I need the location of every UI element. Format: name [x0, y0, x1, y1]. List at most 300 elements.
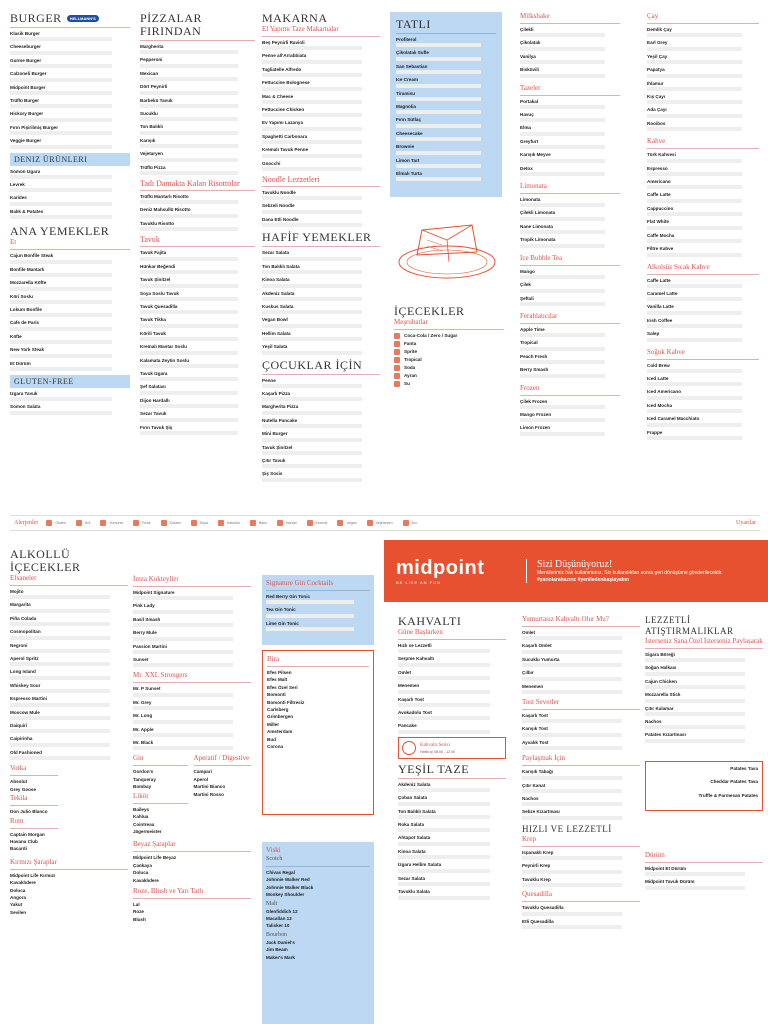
menu-item-desc: [647, 369, 742, 373]
menu-item-desc: [140, 144, 238, 148]
menu-item: [133, 630, 251, 640]
menu-item-name: Levrek: [10, 182, 25, 188]
menu-item: [10, 44, 130, 54]
menu-item: [396, 64, 496, 74]
menu-item-name: Kinoa Salata: [398, 848, 426, 854]
paylasmak-title: Paylaşmak İçin: [522, 754, 565, 763]
menu-item-desc: [10, 327, 112, 331]
menu-item-name: Çilekli: [520, 27, 534, 32]
menu-item-name: Dana Etli Noodle: [262, 216, 299, 222]
menu-item: [267, 670, 369, 675]
menu-item-desc: [262, 464, 362, 468]
ferah-list: [520, 327, 620, 378]
menu-item-desc: [10, 354, 112, 358]
menu-item-desc: [647, 47, 742, 51]
menu-item-name: Baileys: [133, 806, 150, 812]
menu-item: [398, 822, 506, 832]
menu-item-name: Salep: [647, 331, 660, 337]
menu-item: [10, 669, 128, 679]
menu-item-name: Bomonti: [267, 692, 286, 698]
menu-item-name: Sigara Böreği: [645, 652, 675, 657]
menu-item-name: Fırın Pişirilmiş Burger: [10, 124, 58, 130]
kahvalti-title: KAHVALTI: [398, 615, 462, 628]
menu-item: [396, 77, 496, 87]
noodle-title: Noodle Lezzetleri: [262, 175, 320, 185]
menu-item-name: Coca-Cola / Zero / Sugar: [404, 333, 458, 339]
menu-item: [522, 863, 640, 873]
ana-list: [10, 253, 130, 371]
menu-item-name: Greyfurt: [520, 138, 539, 144]
tost-title: Tost Severler: [522, 698, 560, 707]
menu-item: [133, 878, 251, 883]
quesadilla-title: Quesadilla: [522, 890, 552, 899]
menu-item-name: Dört Peynirli: [140, 84, 168, 90]
menu-item-name: Cold Brew: [647, 362, 670, 368]
legend-label: Vejetaryen: [375, 521, 393, 525]
menu-item-desc: [647, 284, 742, 288]
menu-item-name: Kaşarlı Tost: [398, 696, 424, 702]
menu-item-name: Amsterdam: [267, 729, 293, 735]
menu-item: [647, 152, 759, 162]
menu-item-desc: [262, 210, 362, 214]
menu-item: [10, 839, 58, 844]
menu-item: [520, 367, 620, 377]
makarna-sub: El Yapımı Taze Makarnalar: [262, 25, 339, 33]
menu-item: [140, 384, 255, 394]
menu-item: [10, 902, 128, 907]
menu-item-desc: [10, 716, 110, 720]
menu-item: [394, 373, 504, 379]
menu-item-desc: [262, 451, 362, 455]
menu-item: [267, 685, 369, 690]
menu-item-name: Lime Gin Tonic: [266, 620, 299, 626]
menu-item: [645, 719, 763, 729]
legend-item: [337, 520, 356, 526]
menu-item-desc: [522, 636, 622, 640]
menu-item-desc: [262, 351, 362, 355]
menu-item-desc: [262, 324, 362, 328]
gin-title: Gin: [133, 754, 144, 763]
menu-item-name: Körili Tavuk: [140, 330, 166, 336]
menu-item-desc: [645, 725, 745, 729]
menu-item-name: Johnnie Walker Red: [266, 877, 310, 883]
legend-label: Hardal: [285, 521, 297, 525]
kirmizi-title: Kırmızı Şaraplar: [10, 857, 57, 866]
menu-item: [262, 67, 380, 77]
menu-item-desc: [10, 729, 110, 733]
legend-item: [403, 520, 417, 526]
menu-item: [262, 304, 380, 314]
menu-item-name: Doluca: [133, 870, 149, 876]
menu-item-name: Basil Smash: [133, 616, 161, 622]
gin-list: [133, 769, 188, 789]
allergen-icon: [133, 520, 139, 526]
legend-label: Kabuklu: [226, 521, 240, 525]
menu-item: [647, 179, 759, 189]
menu-item: [140, 44, 255, 54]
bourbon-title: Bourbon: [266, 931, 287, 938]
menu-item: [140, 138, 255, 148]
menu-item-name: Papatya: [647, 67, 665, 73]
menu-item-name: Mexican: [140, 70, 159, 76]
cocuk-title: ÇOCUKLAR İÇİN: [262, 357, 363, 372]
menu-item-name: Ahtapot Salata: [398, 835, 431, 841]
menu-item: [522, 919, 640, 929]
menu-item: [133, 807, 188, 812]
menu-item-desc: [262, 196, 362, 200]
menu-item-name: Ice Cream: [396, 77, 418, 83]
allergen-icon: [250, 520, 256, 526]
menu-item-desc: [262, 270, 362, 274]
menu-item: [10, 602, 128, 612]
cay-column: [647, 12, 759, 502]
menu-item-name: Tavuk Izgara: [140, 370, 168, 376]
noodle-list: [262, 190, 380, 227]
menu-item: [267, 677, 369, 682]
menu-item-name: Sprite: [404, 349, 418, 355]
menu-item: [522, 796, 640, 806]
menu-item-desc: [645, 739, 745, 743]
menu-item: [266, 909, 370, 914]
votka-title: Votka: [10, 764, 27, 773]
menu-item: [398, 710, 506, 720]
menu-item-name: Berry Mule: [133, 630, 157, 636]
menu-item-name: Daiquiri: [10, 723, 28, 729]
menu-item-name: Ton Balıklı: [140, 124, 163, 130]
menu-item-desc: [140, 64, 238, 68]
menu-item: [10, 643, 128, 653]
menu-item-desc: [262, 46, 362, 50]
menu-item: [520, 67, 620, 77]
menu-item: [10, 696, 128, 706]
menu-item-desc: [520, 275, 605, 279]
burger-title: BURGER: [10, 12, 62, 25]
menu-item: [396, 171, 496, 181]
menu-item-name: Detox: [520, 165, 533, 171]
menu-item-desc: [520, 118, 605, 122]
drink-brand-icon: [394, 357, 400, 363]
menu-item: [10, 169, 130, 179]
menu-item: [262, 94, 380, 104]
menu-item-desc: [140, 431, 238, 435]
menu-item-name: Trüflü Mantarlı Risotto: [140, 194, 189, 200]
menu-item-name: Mr. Apple: [133, 726, 154, 732]
menu-item: [133, 657, 251, 667]
menu-item: [520, 327, 620, 337]
menu-item: [140, 398, 255, 408]
legend-item: [100, 520, 122, 526]
drink-brand-icon: [394, 349, 400, 355]
menu-item-name: Hünkar Beğendi: [140, 263, 176, 269]
menu-item: [520, 139, 620, 149]
menu-item-name: Jack Daniel's: [266, 939, 295, 945]
menu-item-name: Midpoint Et Dürüm: [645, 866, 687, 872]
menu-item: [647, 40, 759, 50]
allergen-icon: [46, 520, 52, 526]
menu-item-desc: [262, 297, 362, 301]
votka-list: [10, 779, 58, 792]
menu-item-name: Mozzarella Köfte: [10, 280, 47, 286]
menu-item: [262, 264, 380, 274]
menu-item: [140, 344, 255, 354]
menu-item-desc: [140, 418, 238, 422]
menu-item-desc: [140, 351, 238, 355]
menu-item-name: Omlet: [522, 630, 536, 635]
menu-item-desc: [10, 743, 110, 747]
menu-item-name: Kuskus Salata: [262, 303, 294, 309]
menu-item: [10, 71, 130, 81]
menu-item-desc: [647, 382, 742, 386]
menu-item-desc: [10, 367, 112, 371]
menu-item-desc: [520, 159, 605, 163]
krep-list: [522, 850, 640, 887]
menu-item-desc: [10, 202, 112, 206]
menu-item-name: Berry Smash: [520, 367, 549, 373]
menu-item-desc: [522, 802, 622, 806]
menu-item-desc: [520, 230, 605, 234]
menu-item: [10, 910, 128, 915]
menu-item: [266, 940, 370, 945]
menu-item-desc: [140, 270, 238, 274]
menu-item-name: Kaşarlı Omlet: [522, 643, 552, 649]
menu-item-name: Menemen: [398, 683, 420, 689]
menu-item: [10, 294, 130, 304]
legend-item: [277, 520, 297, 526]
menu-item: [398, 697, 506, 707]
menu-item-name: Profiterol: [396, 37, 417, 42]
allergen-legend: [10, 515, 760, 531]
milk-list: [520, 27, 620, 78]
menu-item-desc: [647, 212, 742, 216]
menu-item-desc: [647, 127, 742, 131]
menu-item-name: Köfte: [10, 333, 22, 339]
menu-item-name: Peach Fresh: [520, 353, 548, 359]
makarna-title: MAKARNA: [262, 12, 328, 25]
menu-item-name: Mr. Long: [133, 713, 153, 719]
menu-item-name: Portakal: [520, 98, 539, 104]
likor-list: [133, 807, 188, 835]
makarna-list: [262, 40, 380, 171]
menu-item-name: Et Dürüm: [10, 360, 31, 366]
menu-item-desc: [645, 872, 745, 876]
menu-item: [10, 347, 130, 357]
menu-item-name: Limon Tart: [396, 157, 420, 163]
menu-item-name: Grey Goose: [10, 786, 37, 792]
menu-item: [266, 923, 370, 928]
menu-item: [647, 363, 759, 373]
menu-item-name: Izgara Hellim Salata: [398, 862, 442, 868]
menu-item: [396, 50, 496, 60]
menu-item-name: Aperol Spritz: [10, 656, 39, 662]
menu-item-name: Cappuccino: [647, 205, 674, 211]
drink-brand-icon: [394, 341, 400, 347]
menu-item-name: Yakut: [10, 902, 23, 908]
malt-list: [266, 909, 370, 929]
menu-item-desc: [647, 226, 742, 230]
menu-item-desc: [398, 896, 490, 900]
menu-item-name: Şiş Sosis: [262, 471, 283, 477]
menu-item-desc: [140, 214, 238, 218]
menu-item: [266, 947, 370, 952]
menu-item-desc: [522, 816, 622, 820]
menu-item: [10, 846, 58, 851]
menu-item-desc: [522, 690, 622, 694]
menu-item-desc: [396, 124, 481, 128]
menu-item-name: Kinoa Salata: [262, 277, 290, 283]
menu-item-desc: [262, 140, 362, 144]
menu-item: [10, 723, 128, 733]
menu-item-name: Türk Kahvesi: [647, 152, 676, 158]
menu-item: [194, 784, 251, 789]
menu-item-desc: [396, 43, 481, 47]
menu-item-desc: [133, 650, 233, 654]
menu-item: [520, 40, 620, 50]
tost-list: [522, 713, 640, 750]
menu-item-name: Campari: [193, 769, 212, 775]
menu-item-name: Cajun Bonfile Steak: [10, 253, 54, 259]
menu-item-desc: [133, 663, 233, 667]
menu-item: [10, 361, 130, 371]
menu-item-name: Tavuk Fajita: [140, 250, 167, 256]
menu-item-name: Passion Martini: [133, 643, 167, 649]
menu-item-name: Tropical: [520, 340, 538, 346]
menu-item-name: Sebzeli Noodle: [262, 203, 295, 209]
menu-item-name: Earl Grey: [647, 40, 668, 46]
drink-brand-icon: [394, 373, 400, 379]
menu-item-desc: [133, 693, 233, 697]
menu-item-desc: [647, 159, 742, 163]
yumurta-column: [522, 615, 640, 1024]
yumurta-list: [522, 630, 640, 694]
menu-item-desc: [522, 677, 622, 681]
serisi-title: Kahvaltı Serisi: [420, 743, 450, 749]
menu-item-desc: [140, 171, 238, 175]
menu-item-name: Balık & Patates: [10, 208, 44, 214]
tatli-panel: [390, 12, 502, 197]
menu-item-desc: [140, 310, 238, 314]
menu-item: [133, 855, 251, 860]
menu-item-desc: [647, 436, 742, 440]
menu-item-desc: [522, 746, 622, 750]
menu-item-desc: [520, 374, 605, 378]
menu-item-name: Vejetaryen: [140, 151, 163, 157]
ferah-title: Ferahlatıcılar: [520, 311, 558, 320]
menu-item-name: Yeşil Salata: [262, 344, 288, 350]
menu-item-desc: [398, 802, 490, 806]
menu-item-desc: [398, 663, 490, 667]
menu-item: [394, 381, 504, 387]
menu-item: [522, 783, 640, 793]
signature-panel: [262, 575, 374, 645]
menu-item: [522, 769, 640, 779]
menu-item-name: Corona: [267, 744, 284, 750]
menu-item-desc: [520, 347, 605, 351]
menu-item-desc: [262, 397, 362, 401]
menu-item-name: Margherita: [140, 44, 164, 49]
menu-item-name: Red Berry Gin Tonic: [266, 594, 311, 599]
menu-item-desc: [140, 404, 238, 408]
menu-item-desc: [133, 596, 233, 600]
hafif-list: [262, 250, 380, 354]
menu-item-name: Nutella Pancake: [262, 417, 298, 423]
menu-item: [647, 233, 759, 243]
menu-item-name: Espresso: [647, 165, 668, 171]
menu-item-desc: [262, 384, 362, 388]
menu-item: [133, 902, 251, 907]
menu-item-name: Mango: [520, 268, 535, 274]
menu-item-name: Peynirli Krep: [522, 863, 551, 869]
menu-item: [10, 111, 130, 121]
menu-item: [645, 679, 763, 689]
menu-item-desc: [520, 145, 605, 149]
menu-item-name: Menemen: [522, 683, 544, 689]
menu-item-desc: [520, 60, 605, 64]
menu-item-name: Long Island: [10, 669, 36, 675]
menu-item-desc: [520, 333, 605, 337]
menu-item: [647, 192, 759, 202]
menu-item-desc: [10, 287, 112, 291]
menu-item-desc: [140, 77, 238, 81]
menu-item-name: Nachos: [645, 719, 662, 725]
menu-item-name: Bonfile Mantarlı: [10, 266, 45, 272]
menu-item-name: Çikolatalı: [520, 40, 541, 46]
kahvalti-list: [398, 643, 506, 734]
menu-item: [140, 221, 255, 231]
menu-item: [10, 209, 130, 219]
legend-title: Alerjenler: [14, 519, 39, 526]
menu-item-desc: [10, 756, 110, 760]
tekila-title: Tekila: [10, 794, 28, 803]
legend-item: [367, 520, 393, 526]
menu-item: [133, 829, 188, 834]
menu-item-desc: [140, 104, 238, 108]
menu-item-desc: [262, 478, 362, 482]
menu-item: [133, 727, 251, 737]
menu-item: [140, 264, 255, 274]
menu-item-desc: [396, 70, 481, 74]
menu-item-name: Midpoint Life Beyaz: [133, 855, 177, 861]
menu-item: [647, 94, 759, 104]
menu-item-name: Beş Peynirli Ravioli: [262, 40, 305, 45]
tekila-list: [10, 809, 58, 814]
menu-item: [10, 710, 128, 720]
menu-item-desc: [262, 154, 362, 158]
menu-item: [396, 144, 496, 154]
menu-item: [266, 877, 370, 882]
menu-item: [10, 736, 128, 746]
patates-box: [645, 761, 763, 811]
menu-item-desc: [520, 47, 605, 51]
lezzetli-sub: İsterseniz Sana Özel İsterseniz Paylaşarak: [645, 637, 763, 645]
menu-item-name: Midpoint Burger: [10, 84, 46, 90]
menu-item-desc: [396, 110, 481, 114]
menu-item-name: Fanta: [404, 341, 417, 347]
roze-title: Roze, Blush ve Yarı Tatlı: [133, 886, 204, 895]
menu-item-name: Limonata: [520, 197, 541, 203]
menu-item-name: Pink Lady: [133, 603, 155, 609]
menu-item: [10, 334, 130, 344]
menu-item: [647, 166, 759, 176]
menu-item: [10, 880, 128, 885]
menu-item: [647, 67, 759, 77]
menu-item-name: Don Julio Blanco: [10, 809, 48, 815]
menu-item: [522, 670, 640, 680]
menu-item-name: Efes Malt: [267, 677, 288, 683]
menu-item-name: Bacardi: [10, 846, 27, 852]
menu-item: [262, 331, 380, 341]
menu-item-name: Klasik Burger: [10, 31, 40, 36]
soguk-list: [647, 363, 759, 440]
